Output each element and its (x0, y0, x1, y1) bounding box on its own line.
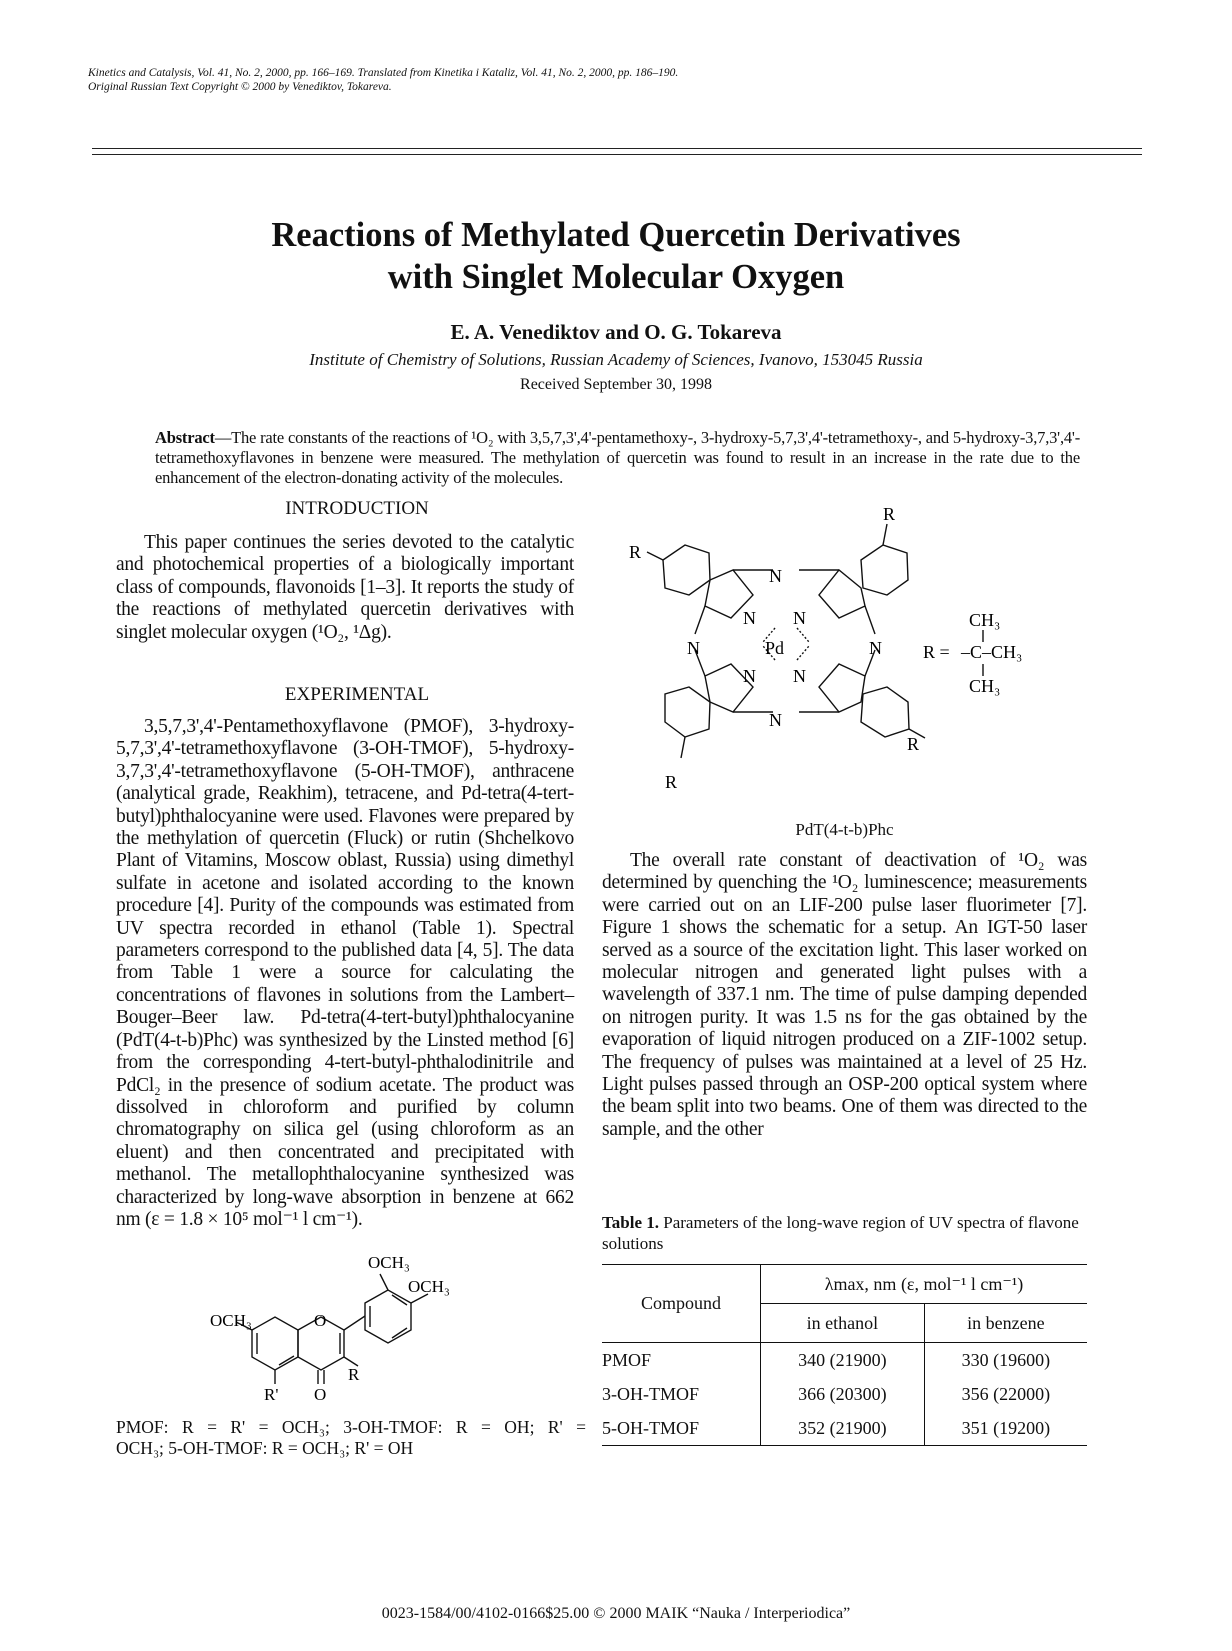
pc-r-label-ur: R (883, 504, 896, 524)
pc-benzo-ring-ul (663, 545, 710, 595)
authors: E. A. Venediktov and O. G. Tokareva (450, 320, 782, 344)
table1-cell-ethanol: 366 (20300) (761, 1377, 925, 1411)
running-header (88, 66, 678, 94)
pc-n-inner-ur: N (793, 608, 806, 628)
pc-benzo-ring-lr (861, 687, 909, 737)
header-citation: Kinetics and Catalysis, Vol. 41, No. 2, 2000, pp. 166–169. Translated from Kinetika i Kataliz, Vol. 41, No. 2, 2000, pp. 186–190. (88, 67, 679, 79)
table1-header-benzene: in benzene (967, 1312, 1045, 1333)
affiliation: Institute of Chemistry of Solutions, Russian Academy of Sciences, Ivanovo, 153045 Russia (309, 350, 923, 369)
right-column-text: The overall rate constant of deactivation of ¹O₂ was determined by quenching the ¹O₂ luminescence; measurements were carried out on an LIF-200 pulse laser fluorimeter [7]. Figure 1 shows the schematic for a setup. An IGT-50 laser served as a source of the excitation light. This laser worked on molecular nitrogen and generated light pulses with a wavelength of 337.1 nm. The time of pulse damping depended on nitrogen purity. It was 1.5 ns for the gas obtained by the evaporation of liquid nitrogen produced on a ZIF-1002 setup. The frequency of pulses was maintained at a level of 25 Hz. Light pulses passed through an OSP-200 optical system where the beam split into two beams. One of them was directed to the sample, and the other (602, 850, 1087, 1140)
table1-cell-ethanol: 340 (21900) (761, 1343, 925, 1378)
table1-header-ethanol: in ethanol (761, 1304, 925, 1343)
flavone-ring-b (365, 1290, 411, 1343)
table1-caption (602, 1212, 1087, 1254)
header-rule-bottom (92, 154, 1142, 155)
pc-n-meso-right: N (869, 638, 882, 658)
flavone-ring-a (252, 1317, 298, 1370)
table-row (602, 1377, 1087, 1411)
header-rule-top (92, 148, 1142, 149)
phthalocyanine-caption: PdT(4-t-b)Phc (795, 820, 894, 839)
page-footer: 0023-1584/00/4102-0166$25.00 © 2000 MAIK “Nauka / Interperiodica” (381, 1605, 851, 1622)
received-date: Received September 30, 1998 (520, 376, 712, 393)
pc-c-chain: –C–CH₃ (961, 642, 1023, 662)
abstract-text: —The rate constants of the reactions of ¹O₂ with 3,5,7,3',4'-pentamethoxy-, 3-hydroxy-5,7,3',4'-tetramethoxy-, and 5-hydroxy-3,7,3',4'-tetramethoxyflavones in benzene were measured. The methylation of quercetin was found to result in an increase in the rate due to the enhancement of the electron-donating activity of the molecules. (155, 428, 1080, 487)
title-line-2: with Singlet Molecular Oxygen (387, 258, 845, 296)
table1-cell-compound: 5-OH-TMOF (602, 1411, 761, 1446)
title-line-1: Reactions of Methylated Quercetin Derivatives (271, 216, 961, 254)
table1-header-lambda: λmax, nm (ε, mol⁻¹ l cm⁻¹) (761, 1265, 1088, 1304)
flavone-och3-top: OCH₃ (368, 1253, 410, 1272)
intro-paragraph (116, 532, 574, 644)
pc-pyrrole-ur (819, 570, 865, 618)
phthalocyanine-structure (625, 500, 1095, 810)
pc-n-meso-left: N (687, 638, 700, 658)
table1-cell-benzene: 330 (19600) (961, 1349, 1051, 1370)
flavone-caption (116, 1417, 586, 1459)
flavone-caption-line-2: OCH₃; 5-OH-TMOF: R = OCH₃; R' = OH (116, 1438, 414, 1458)
flavone-och3-left: OCH₃ (210, 1311, 252, 1330)
table1-caption-text: Parameters of the long-wave region of UV spectra of flavone solutions (602, 1213, 1079, 1253)
right-column-paragraph (602, 850, 1087, 1141)
table1-cell-benzene: 356 (22000) (961, 1383, 1051, 1404)
pc-r-label-lr: R (907, 734, 920, 754)
pc-ch3-top: CH₃ (969, 610, 1001, 630)
abstract-label: Abstract (155, 428, 215, 447)
flavone-r-prime-label: R' (264, 1385, 279, 1404)
table1-header-compound: Compound (602, 1265, 761, 1343)
flavone-structure (200, 1250, 590, 1420)
paper-title (0, 214, 1232, 298)
table1-cell-compound: PMOF (602, 1343, 761, 1378)
experimental-paragraph (116, 716, 574, 1231)
pc-r-definition: R = (923, 642, 950, 662)
pc-r-label-ll: R (665, 772, 678, 792)
pc-n-meso-bottom: N (769, 710, 782, 730)
flavone-ring-oxygen: O (314, 1311, 327, 1330)
experimental-text: 3,5,7,3',4'-Pentamethoxyflavone (PMOF), 3-hydroxy-5,7,3',4'-tetramethoxyflavone (3-OH-TMOF), 5-hydroxy-3,7,3',4'-tetramethoxyflavone (5-OH-TMOF), anthracene (analytical grade, Reakhim), tetracene, and Pd-tetra(4-tert-butyl)phthalocyanine were used. Flavones were prepared by the methylation of quercetin (Fluck) or rutin (Shchelkovo Plant of Vitamins, Moscow oblast, Russia) using dimethyl sulfate in acetone and isolated according to the known procedure [4]. Purity of the compounds was estimated from UV spectra recorded in ethanol (Table 1). Spectral parameters correspond to the published data [4, 5]. The data from Table 1 were a source for calculating the concentrations of flavones in solutions from the Lambert–Bouger–Beer law. Pd-tetra(4-tert-butyl)phthalocyanine (PdT(4-t-b)Phc) was synthesized by the Linsted method [6] from the corresponding 4-tert-butyl-phthalodinitrile and PdCl₂ in the presence of sodium acetate. The product was dissolved in chloroform and purified by column chromatography on silica gel (using chloroform as an eluent) and then concentrated and precipitated with methanol. The metallophthalocyanine synthesized was characterized by long-wave absorption in benzene at 662 nm (ε = 1.8 × 10⁵ mol⁻¹ l cm⁻¹). (116, 716, 574, 1230)
flavone-och3-right: OCH₃ (408, 1277, 450, 1296)
pc-n-inner-lr: N (793, 666, 806, 686)
table1-cell-compound: 3-OH-TMOF (602, 1377, 761, 1411)
pc-n-inner-ll: N (743, 666, 756, 686)
table1-cell-ethanol: 352 (21900) (761, 1411, 925, 1446)
pc-benzo-ring-ur (861, 545, 908, 595)
abstract (155, 428, 1080, 488)
table-row (602, 1343, 1087, 1378)
flavone-r-label: R (348, 1365, 360, 1384)
pc-ch3-bottom: CH₃ (969, 676, 1001, 696)
pc-benzo-ring-ll (665, 687, 710, 737)
table-row (602, 1411, 1087, 1446)
pc-pd-atom: Pd (765, 638, 785, 658)
header-copyright: Original Russian Text Copyright © 2000 by Venediktov, Tokareva. (88, 81, 392, 93)
flavone-carbonyl-oxygen: O (314, 1385, 327, 1404)
pc-pyrrole-lr (819, 664, 865, 712)
intro-text: This paper continues the series devoted to the catalytic and photochemical properties of a biologically important class of compounds, flavonoids [1–3]. It reports the study of the reactions of methylated quercetin derivatives with singlet molecular oxygen (¹O₂, ¹Δg). (116, 532, 574, 643)
table1-caption-label: Table 1. (602, 1213, 660, 1232)
intro-heading: INTRODUCTION (285, 498, 429, 519)
table1-cell-benzene: 351 (19200) (961, 1417, 1051, 1438)
pc-r-label-ul: R (629, 542, 642, 562)
experimental-heading: EXPERIMENTAL (284, 684, 430, 705)
flavone-caption-line-1: PMOF: R = R' = OCH₃; 3-OH-TMOF: R = OH; R' = (116, 1417, 586, 1437)
pc-n-meso-top: N (769, 566, 782, 586)
pc-n-inner-ul: N (743, 608, 756, 628)
table1 (602, 1264, 1087, 1446)
